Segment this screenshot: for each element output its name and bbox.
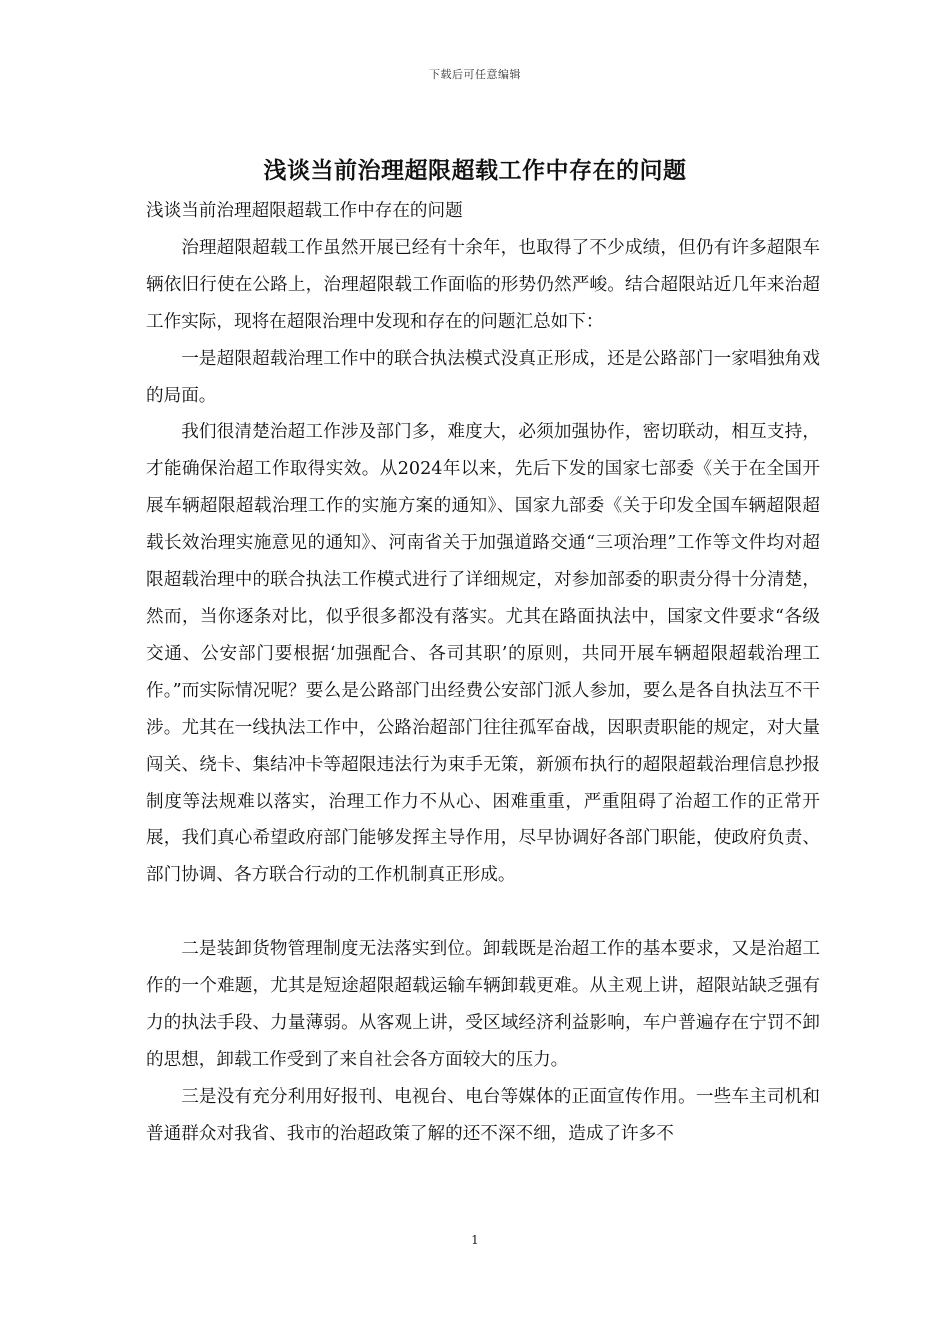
document-body — [146, 193, 820, 1153]
page-header: 下载后可任意编辑 — [429, 68, 521, 81]
paragraph-point-one-detail: 我们很清楚治超工作涉及部门多，难度大，必须加强协作，密切联动，相互支持，才能确保治超工作取得实效。从2024年以来，先后下发的国家七部委《关于在全国开展车辆超限超载治理工作的实施方案的通知》、国家九部委《关于印发全国车辆超限超载长效治理实施意见的通知》、河南省关于加强道路交通“三项治理”工作等文件均对超限超载治理中的联合执法工作模式进行了详细规定，对参加部委的职责分得十分清楚，然而，当你逐条对比，似乎很多都没有落实。尤其在路面执法中，国家文件要求“各级交通、公安部门要根据‘加强配合、各司其职’的原则，共同开展车辆超限超载治理工作。”而实际情况呢？要么是公路部门出经费公安部门派人参加，要么是各自执法互不干涉。尤其在一线执法工作中，公路治超部门往往孤军奋战，因职责职能的规定，对大量闯关、绕卡、集结冲卡等超限违法行为束手无策，新颁布执行的超限超载治理信息抄报制度等法规难以落实，治理工作力不从心、困难重重，严重阻碍了治超工作的正常开展，我们真心希望政府部门能够发挥主导作用，尽早协调好各部门职能，使政府负责、部门协调、各方联合行动的工作机制真正形成。 — [146, 422, 820, 886]
paragraph-point-two: 二是装卸货物管理制度无法落实到位。卸载既是治超工作的基本要求，又是治超工作的一个难题，尤其是短途超限超载运输车辆卸载更难。从主观上讲，超限站缺乏强有力的执法手段、力量薄弱。从客观上讲，受区域经济利益影响，车户普遍存在宁罚不卸的思想，卸载工作受到了来自社会各方面较大的压力。 — [146, 939, 820, 1070]
document-title: 浅谈当前治理超限超载工作中存在的问题 — [263, 157, 687, 184]
paragraph-point-one: 一是超限超载治理工作中的联合执法模式没真正形成，还是公路部门一家唱独角戏的局面。 — [146, 348, 820, 406]
page-number: 1 — [471, 1233, 479, 1247]
document-subtitle: 浅谈当前治理超限超载工作中存在的问题 — [146, 201, 463, 221]
paragraph-spacer — [146, 894, 820, 931]
paragraph-point-three: 三是没有充分利用好报刊、电视台、电台等媒体的正面宣传作用。一些车主司机和普通群众对我省、我市的治超政策了解的还不深不细，造成了许多不 — [146, 1086, 820, 1144]
paragraph-intro: 治理超限超载工作虽然开展已经有十余年，也取得了不少成绩，但仍有许多超限车辆依旧行使在公路上，治理超限载工作面临的形势仍然严峻。结合超限站近几年来治超工作实际，现将在超限治理中发现和存在的问题汇总如下： — [146, 237, 820, 332]
